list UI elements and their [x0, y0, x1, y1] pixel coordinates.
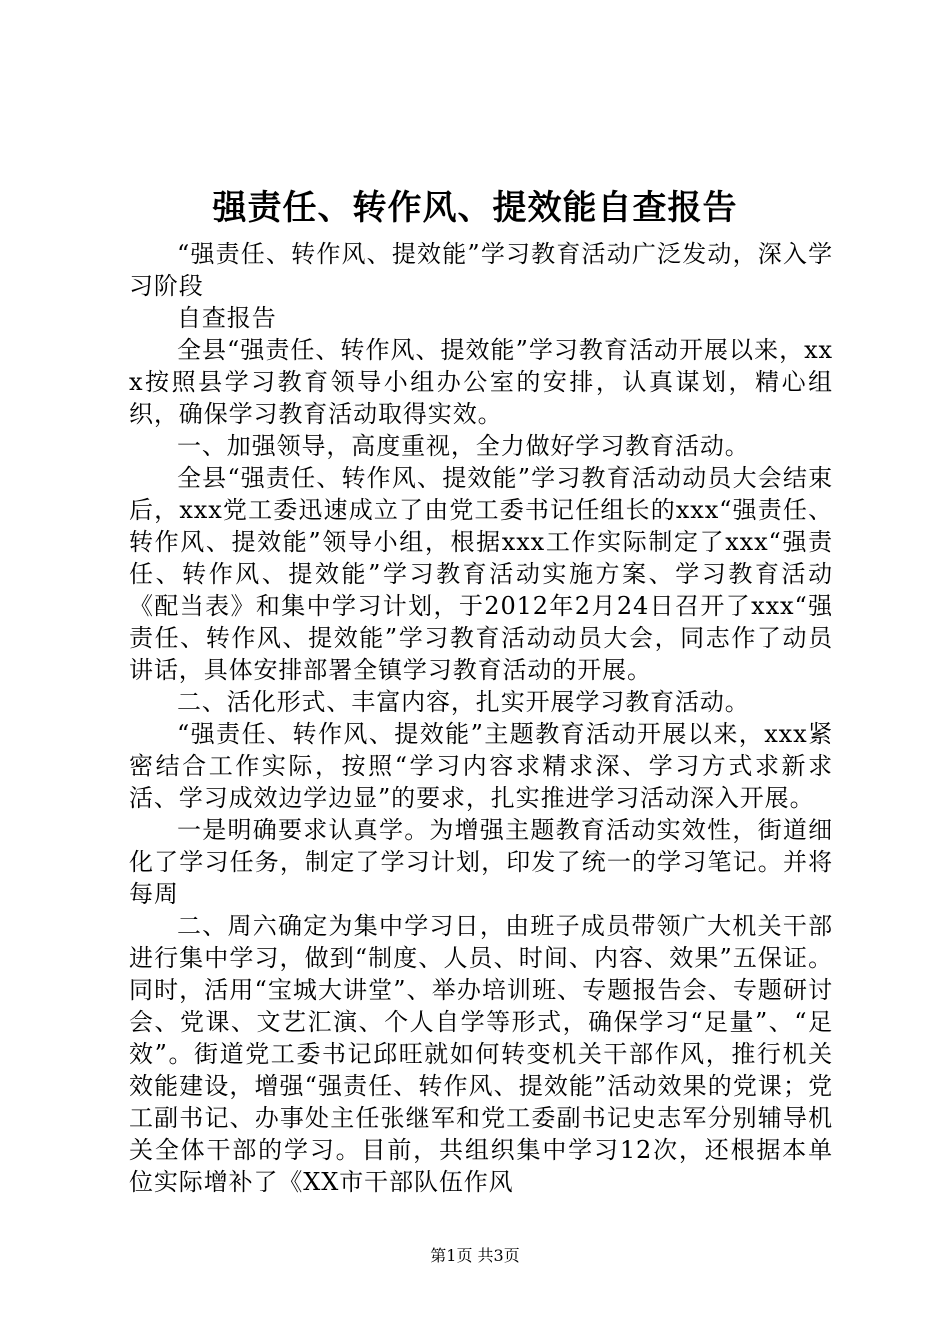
- section-one-heading: 一、加强领导，高度重视，全力做好学习教育活动。: [177, 432, 750, 460]
- document-title: 强责任、转作风、提效能自查报告: [212, 188, 738, 228]
- section-two-heading: 二、活化形式、丰富内容，扎实开展学习教育活动。: [177, 688, 750, 716]
- section-one-paragraph: 全县“强责任、转作风、提效能”学习教育活动动员大会结束后，xxx党工委迅速成立了由党工委书记任组长的xxx“强责任、转作风、提效能”领导小组，根据xxx工作实际制定了xxx“强责任、转作风、提效能”学习教育活动实施方案、学习教育活动《配当表》和集中学习计划，于2012年2月24日召开了xxx“强责任、转作风、提效能”学习教育活动动员大会，同志作了动员讲话，具体安排部署全镇学习教育活动的开展。: [129, 464, 833, 684]
- section-two-paragraph: “强责任、转作风、提效能”主题教育活动开展以来，xxx紧密结合工作实际，按照“学习内容求精求深、学习方式求新求活、学习成效边学边显”的要求，扎实推进学习活动深入开展。: [129, 720, 833, 812]
- study-requirement-paragraph: 一是明确要求认真学。为增强主题教育活动实效性，街道细化了学习任务，制定了学习计划，印发了统一的学习笔记。并将每周: [129, 816, 833, 908]
- intro-paragraph: “强责任、转作风、提效能”学习教育活动广泛发动，深入学习阶段: [129, 240, 833, 300]
- study-schedule-paragraph: 二、周六确定为集中学习日，由班子成员带领广大机关干部进行集中学习，做到“制度、人员、时间、内容、效果”五保证。同时，活用“宝城大讲堂”、举办培训班、专题报告会、专题研讨会、党课、文艺汇演、个人自学等形式，确保学习“足量”、“足效”。街道党工委书记邱旺就如何转变机关干部作风，推行机关效能建设，增强“强责任、转作风、提效能”活动效果的党课；党工副书记、办事处主任张继军和党工委副书记史志军分别辅导机关全体干部的学习。目前，共组织集中学习12次，还根据本单位实际增补了《XX市干部队伍作风: [129, 912, 833, 1196]
- document-body: [129, 238, 833, 1198]
- report-label-paragraph: 自查报告: [177, 304, 277, 332]
- overview-paragraph: 全县“强责任、转作风、提效能”学习教育活动开展以来，xxx按照县学习教育领导小组办公室的安排，认真谋划，精心组织，确保学习教育活动取得实效。: [129, 336, 833, 428]
- page-number-footer: 第1页 共3页: [430, 1246, 520, 1265]
